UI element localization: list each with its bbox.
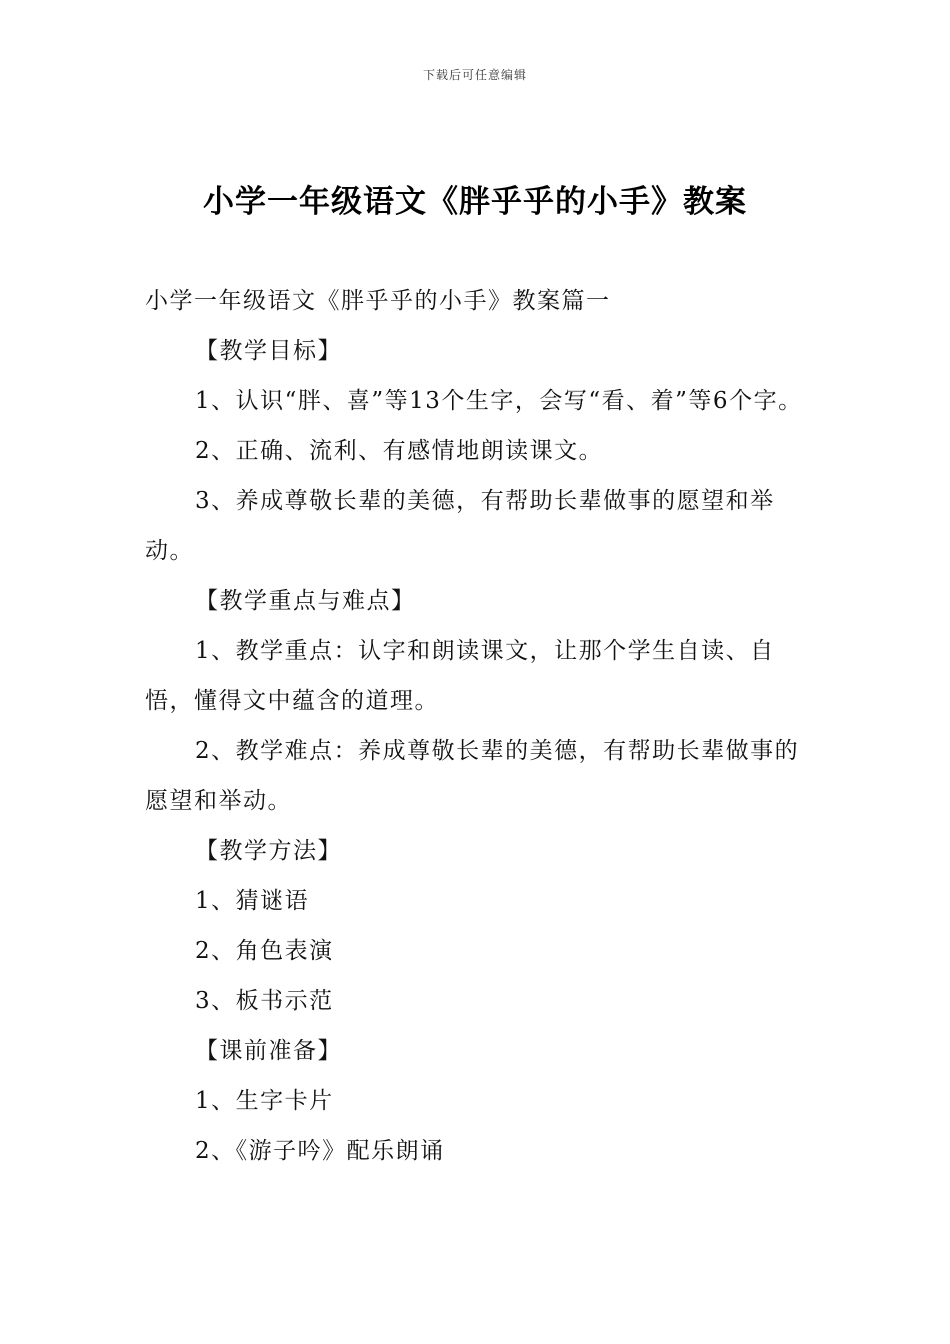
paragraph: 1、教学重点：认字和朗读课文，让那个学生自读、自悟，懂得文中蕴含的道理。 — [145, 638, 775, 714]
subheading-teaching-methods: 【教学方法】 — [195, 838, 342, 864]
subheading-teaching-goals: 【教学目标】 — [195, 338, 342, 364]
list-item: 3、板书示范 — [195, 988, 334, 1014]
subheading-key-points: 【教学重点与难点】 — [195, 588, 416, 614]
list-item: 2、角色表演 — [195, 938, 334, 964]
paragraph: 2、教学难点：养成尊敬长辈的美德，有帮助长辈做事的愿望和举动。 — [145, 738, 800, 814]
paragraph: 1、认识“胖、喜”等13个生字，会写“看、着”等6个字。 — [195, 388, 803, 414]
document-title: 小学一年级语文《胖乎乎的小手》教案 — [203, 184, 747, 220]
subheading-preparation: 【课前准备】 — [195, 1038, 342, 1064]
paragraph: 2、正确、流利、有感情地朗读课文。 — [195, 438, 604, 464]
paragraph: 3、养成尊敬长辈的美德，有帮助长辈做事的愿望和举动。 — [145, 488, 775, 564]
list-item: 2、《游子吟》配乐朗诵 — [195, 1138, 445, 1164]
list-item: 1、猜谜语 — [195, 888, 310, 914]
header-note: 下载后可任意编辑 — [422, 68, 527, 82]
list-item: 1、生字卡片 — [195, 1088, 334, 1114]
document-body — [145, 276, 807, 1176]
section-heading: 小学一年级语文《胖乎乎的小手》教案篇一 — [145, 288, 611, 314]
